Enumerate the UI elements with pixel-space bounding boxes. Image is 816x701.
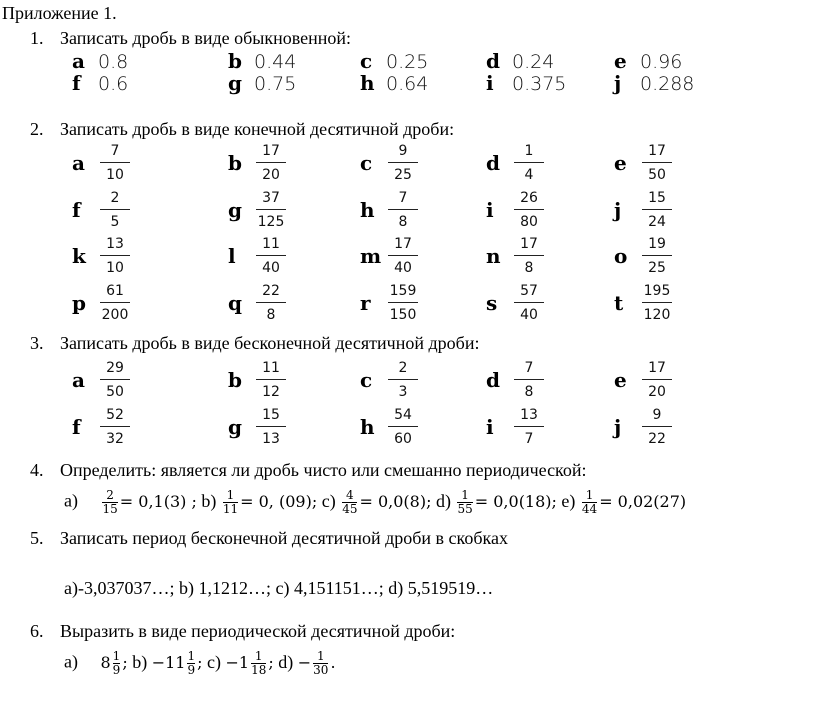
item-prefix: а) [64, 490, 78, 511]
item-letter: f [72, 71, 81, 95]
fraction-bar [514, 255, 544, 256]
fraction [640, 142, 674, 184]
fraction-bar [642, 162, 672, 163]
equation-result: = 0,02(27) [599, 491, 687, 511]
fraction-numerator: 17 [520, 236, 538, 252]
page-title: Приложение 1. [2, 3, 117, 23]
fraction-denominator: 3 [398, 384, 408, 400]
fraction-bar [256, 209, 286, 210]
item-letter: j [614, 415, 622, 439]
item-letter: i [486, 198, 494, 222]
item-letter: q [228, 291, 242, 315]
fraction [386, 235, 420, 277]
fraction-numerator: 57 [520, 283, 538, 299]
fraction-numerator: 13 [520, 407, 538, 423]
item-letter: n [486, 244, 501, 268]
fraction-denominator: 125 [257, 214, 285, 230]
fraction-numerator: 1 [524, 143, 534, 159]
fraction [113, 650, 121, 677]
fraction-numerator: 1 [254, 649, 263, 663]
item-letter: b [228, 49, 242, 73]
item-letter: a [72, 368, 85, 392]
fraction-bar [514, 426, 544, 427]
fraction-denominator: 10 [106, 167, 124, 183]
fraction-bar [100, 255, 130, 256]
fraction-bar [642, 255, 672, 256]
fraction [313, 650, 328, 677]
task-number: 3. [30, 333, 44, 353]
fraction [98, 189, 132, 231]
equation-result: = 0,1(3) ; [119, 491, 197, 511]
fraction [254, 282, 288, 324]
fraction [386, 359, 420, 401]
fraction [386, 189, 420, 231]
decimal-value: 0.96 [640, 51, 683, 73]
equation-result: = 0,0(8); [359, 491, 432, 511]
fraction-bar [100, 426, 130, 427]
whole-part: −11 [151, 652, 186, 672]
fraction [512, 142, 546, 184]
fraction-numerator: 7 [524, 360, 534, 376]
item-letter: m [360, 244, 382, 268]
fraction-denominator: 44 [581, 502, 598, 516]
task-6-answers [64, 650, 336, 677]
fraction-numerator: 17 [394, 236, 412, 252]
fraction-denominator: 25 [648, 260, 666, 276]
fraction-numerator: 54 [394, 407, 412, 423]
task-text: Записать дробь в виде бесконечной десятичной дроби: [60, 333, 480, 353]
fraction-numerator: 1 [112, 649, 121, 663]
fraction [640, 359, 674, 401]
fraction [512, 282, 546, 324]
fraction [98, 235, 132, 277]
fraction-numerator: 195 [643, 283, 671, 299]
item-letter: h [360, 71, 375, 95]
item-letter: c [360, 49, 373, 73]
fraction-numerator: 9 [398, 143, 408, 159]
task-6-heading [30, 621, 455, 642]
fraction-bar [514, 379, 544, 380]
fraction [512, 406, 546, 448]
fraction-bar [256, 162, 286, 163]
item-prefix: b) [132, 651, 148, 672]
task-number: 6. [30, 621, 44, 641]
fraction-bar [100, 379, 130, 380]
fraction [582, 489, 597, 516]
fraction-numerator: 2 [398, 360, 408, 376]
fraction [640, 235, 674, 277]
item-letter: h [360, 415, 375, 439]
task-number: 2. [30, 119, 44, 139]
item-letter: c [360, 368, 373, 392]
fraction-bar [388, 209, 418, 210]
item-letter: i [486, 71, 494, 95]
item-letter: r [360, 291, 371, 315]
fraction-denominator: 13 [262, 431, 280, 447]
fraction-numerator: 4 [346, 488, 354, 502]
fraction [98, 282, 132, 324]
item-letter: k [72, 244, 86, 268]
item-letter: d [486, 151, 500, 175]
fraction-numerator: 2 [106, 488, 114, 502]
fraction-numerator: 19 [648, 236, 666, 252]
fraction-numerator: 61 [106, 283, 124, 299]
fraction-numerator: 9 [652, 407, 662, 423]
fraction-denominator: 120 [643, 307, 671, 323]
task-number: 5. [30, 528, 44, 548]
item-letter: t [614, 291, 624, 315]
decimal-value: 0.75 [254, 73, 297, 95]
fraction-numerator: 2 [110, 190, 120, 206]
fraction [187, 650, 195, 677]
fraction-numerator: 7 [110, 143, 120, 159]
item-letter: d [486, 49, 500, 73]
fraction-bar [256, 255, 286, 256]
task-text: Записать дробь в виде обыкновенной: [60, 28, 352, 48]
item-prefix: b) [201, 490, 217, 511]
decimal-value: 0.6 [98, 73, 129, 95]
fraction-bar [388, 302, 418, 303]
decimal-value: 0.64 [386, 73, 429, 95]
item-letter: o [614, 244, 628, 268]
fraction [254, 359, 288, 401]
fraction-denominator: 15 [102, 502, 118, 516]
fraction-numerator: 159 [389, 283, 417, 299]
fraction-denominator: 150 [389, 307, 417, 323]
item-letter: b [228, 151, 242, 175]
fraction [640, 406, 674, 448]
fraction-denominator: 40 [394, 260, 412, 276]
fraction-denominator: 20 [262, 167, 280, 183]
item-letter: a [72, 49, 85, 73]
fraction-bar [388, 379, 418, 380]
item-letter: h [360, 198, 375, 222]
fraction [254, 189, 288, 231]
fraction-numerator: 26 [520, 190, 538, 206]
item-letter: e [614, 368, 627, 392]
item-letter: e [614, 151, 627, 175]
task-1-heading [30, 28, 351, 49]
equation-result: ; [122, 652, 128, 672]
decimal-value: 0.24 [512, 51, 555, 73]
fraction-numerator: 22 [262, 283, 280, 299]
fraction-numerator: 1 [461, 488, 469, 502]
task-text: Записать период бесконечной десятичной дроби в скобках [60, 528, 508, 548]
fraction-denominator: 20 [648, 384, 666, 400]
item-letter: i [486, 415, 494, 439]
fraction-bar [514, 209, 544, 210]
task-4-answers [64, 489, 686, 516]
fraction [98, 142, 132, 184]
fraction-bar [388, 255, 418, 256]
item-prefix: e) [561, 490, 576, 511]
task-5-heading [30, 528, 508, 549]
equation-result: . [330, 652, 336, 672]
fraction [342, 489, 357, 516]
decimal-value: 0.8 [98, 51, 129, 73]
equation-result: = 0, (09); [240, 491, 318, 511]
fraction [254, 406, 288, 448]
fraction [640, 282, 674, 324]
fraction [457, 489, 472, 516]
decimal-value: 0.288 [640, 73, 695, 95]
fraction-numerator: 37 [262, 190, 280, 206]
fraction-denominator: 55 [457, 502, 473, 516]
fraction-numerator: 13 [106, 236, 124, 252]
fraction-denominator: 8 [524, 260, 534, 276]
fraction [254, 142, 288, 184]
whole-part: 8 [100, 652, 111, 672]
fraction [254, 235, 288, 277]
fraction-denominator: 32 [106, 431, 124, 447]
fraction-numerator: 1 [316, 649, 325, 663]
fraction-numerator: 7 [398, 190, 408, 206]
fraction [98, 359, 132, 401]
fraction-denominator: 24 [648, 214, 666, 230]
fraction-denominator: 8 [524, 384, 534, 400]
task-text: Записать дробь в виде конечной десятичной дроби: [60, 119, 455, 139]
item-letter: e [614, 49, 627, 73]
item-letter: s [486, 291, 498, 315]
fraction-bar [100, 302, 130, 303]
fraction-numerator: 29 [106, 360, 124, 376]
fraction-denominator: 10 [106, 260, 124, 276]
whole-part: − [297, 652, 312, 672]
task-text: Выразить в виде периодической десятичной дроби: [60, 621, 456, 641]
fraction-denominator: 30 [313, 663, 329, 677]
fraction [98, 406, 132, 448]
task-3-heading [30, 333, 479, 354]
fraction-numerator: 17 [648, 360, 666, 376]
item-letter: f [72, 198, 81, 222]
fraction-numerator: 11 [262, 360, 280, 376]
item-letter: b [228, 368, 242, 392]
fraction-denominator: 25 [394, 167, 412, 183]
fraction-numerator: 52 [106, 407, 124, 423]
task-2-heading [30, 119, 454, 140]
fraction [512, 189, 546, 231]
equation-result: ; [268, 652, 274, 672]
fraction-denominator: 8 [266, 307, 276, 323]
decimal-value: 0.25 [386, 51, 429, 73]
fraction-bar [642, 426, 672, 427]
item-prefix: а) [64, 651, 78, 672]
item-prefix: d) [278, 651, 294, 672]
fraction-denominator: 80 [520, 214, 538, 230]
fraction-denominator: 4 [524, 167, 534, 183]
fraction-numerator: 15 [262, 407, 280, 423]
item-letter: g [228, 198, 242, 222]
item-letter: g [228, 71, 242, 95]
decimal-value: 0.44 [254, 51, 297, 73]
fraction-numerator: 11 [262, 236, 280, 252]
fraction-bar [642, 302, 672, 303]
fraction-denominator: 200 [101, 307, 129, 323]
item-letter: g [228, 415, 242, 439]
fraction [386, 142, 420, 184]
fraction-denominator: 50 [648, 167, 666, 183]
fraction [512, 359, 546, 401]
task-number: 4. [30, 460, 44, 480]
fraction-denominator: 50 [106, 384, 124, 400]
fraction-denominator: 9 [187, 663, 196, 677]
fraction-bar [100, 209, 130, 210]
fraction-denominator: 60 [394, 431, 412, 447]
item-letter: c [360, 151, 373, 175]
fraction [386, 406, 420, 448]
fraction [223, 489, 238, 516]
fraction-denominator: 18 [251, 663, 267, 677]
fraction-denominator: 12 [262, 384, 280, 400]
task-number: 1. [30, 28, 44, 48]
fraction-numerator: 1 [226, 488, 235, 502]
fraction-bar [514, 162, 544, 163]
fraction-denominator: 5 [110, 214, 120, 230]
fraction [102, 489, 117, 516]
item-letter: d [486, 368, 500, 392]
item-letter: l [228, 244, 236, 268]
fraction-bar [642, 209, 672, 210]
fraction-denominator: 8 [398, 214, 408, 230]
fraction [512, 235, 546, 277]
fraction-bar [256, 302, 286, 303]
fraction-bar [388, 426, 418, 427]
fraction-bar [514, 302, 544, 303]
fraction-numerator: 1 [187, 649, 196, 663]
item-letter: j [614, 198, 622, 222]
item-letter: f [72, 415, 81, 439]
fraction [386, 282, 420, 324]
fraction-denominator: 9 [112, 663, 121, 677]
decimal-value: 0.375 [512, 73, 567, 95]
whole-part: −1 [225, 652, 250, 672]
item-letter: a [72, 151, 85, 175]
fraction-denominator: 45 [342, 502, 358, 516]
item-letter: p [72, 291, 86, 315]
fraction-numerator: 15 [648, 190, 666, 206]
fraction-denominator: 40 [520, 307, 538, 323]
fraction-bar [100, 162, 130, 163]
fraction-bar [388, 162, 418, 163]
equation-result: ; [197, 652, 203, 672]
task-5-answers: а)-3,037037…; b) 1,1212…; c) 4,151151…; d) 5,519519… [64, 578, 494, 598]
fraction-denominator: 22 [648, 431, 666, 447]
fraction-denominator: 7 [524, 431, 534, 447]
fraction-bar [256, 379, 286, 380]
task-4-heading [30, 460, 587, 481]
item-prefix: d) [435, 490, 451, 511]
fraction [251, 650, 266, 677]
fraction-denominator: 40 [262, 260, 280, 276]
item-prefix: c) [321, 490, 336, 511]
item-letter: j [614, 71, 622, 95]
fraction-numerator: 17 [648, 143, 666, 159]
fraction-numerator: 1 [585, 488, 594, 502]
equation-result: = 0,0(18); [474, 491, 557, 511]
fraction-bar [642, 379, 672, 380]
fraction-numerator: 17 [262, 143, 280, 159]
fraction-denominator: 11 [222, 502, 239, 516]
fraction-bar [256, 426, 286, 427]
task-text: Определить: является ли дробь чисто или смешанно периодической: [60, 460, 587, 480]
item-prefix: c) [207, 651, 221, 672]
fraction [640, 189, 674, 231]
